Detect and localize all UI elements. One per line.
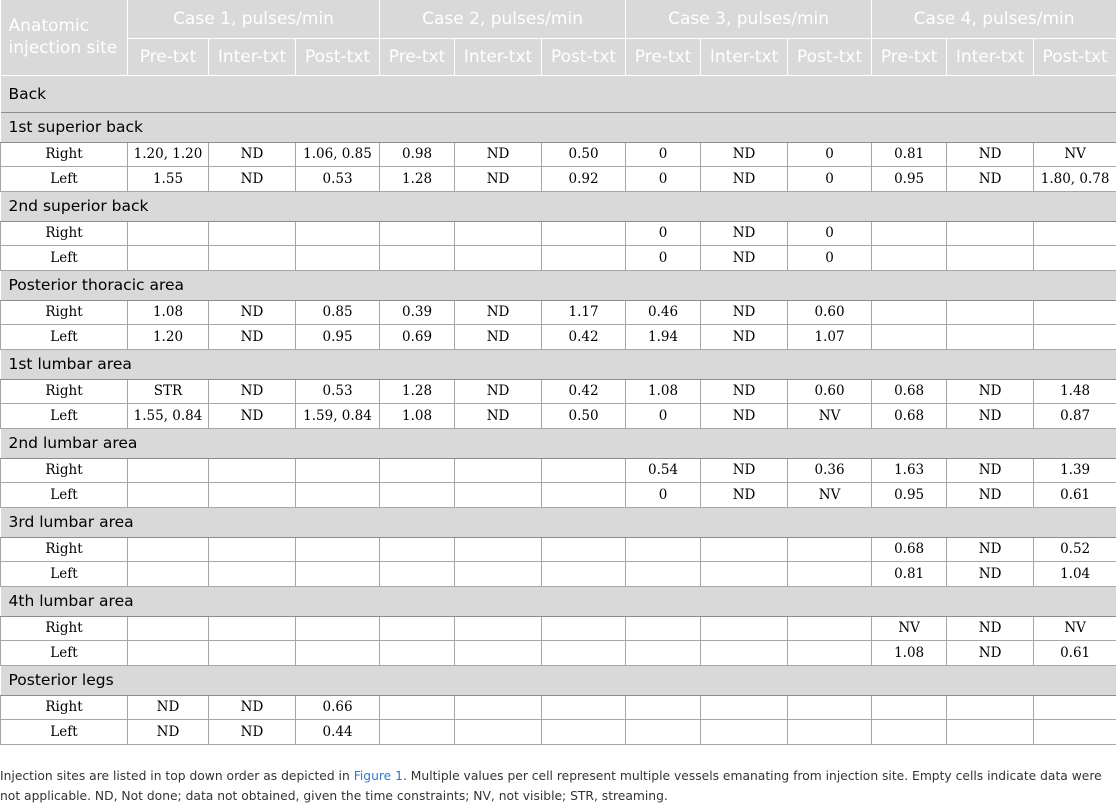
table-row bbox=[1, 167, 1116, 192]
value-cell bbox=[701, 616, 788, 641]
table-row bbox=[1, 562, 1116, 587]
value-cell bbox=[1034, 300, 1116, 325]
value-cell: ND bbox=[455, 379, 542, 404]
value-cell bbox=[455, 720, 542, 745]
value-cell bbox=[701, 695, 788, 720]
case-1-header: Case 1, pulses/min bbox=[128, 0, 380, 38]
value-cell: 0.61 bbox=[1034, 483, 1116, 508]
subheader-cell: Pre-txt bbox=[380, 38, 455, 75]
value-cell: 1.04 bbox=[1034, 562, 1116, 587]
value-cell: 1.55, 0.84 bbox=[128, 404, 209, 429]
value-cell: ND bbox=[455, 404, 542, 429]
value-cell: NV bbox=[788, 483, 872, 508]
side-label: Right bbox=[1, 695, 128, 720]
side-label: Left bbox=[1, 167, 128, 192]
value-cell: ND bbox=[701, 300, 788, 325]
value-cell bbox=[701, 641, 788, 666]
value-cell: 0.98 bbox=[380, 142, 455, 167]
value-cell bbox=[947, 246, 1034, 271]
value-cell: 0 bbox=[626, 246, 701, 271]
value-cell bbox=[542, 720, 626, 745]
table-row bbox=[1, 325, 1116, 350]
value-cell: 0.60 bbox=[788, 300, 872, 325]
value-cell bbox=[380, 641, 455, 666]
value-cell: 0.36 bbox=[788, 458, 872, 483]
value-cell: 1.94 bbox=[626, 325, 701, 350]
value-cell: 0.95 bbox=[872, 483, 947, 508]
value-cell bbox=[209, 458, 296, 483]
value-cell: 0.53 bbox=[296, 379, 380, 404]
value-cell bbox=[788, 720, 872, 745]
value-cell bbox=[872, 221, 947, 246]
footnote-text-end: . Multiple values per cell represent multiple vessels emanating from injection site. Empty cells indicate data were not applicable. ND, Not done; data not obtained, given the time constraints; NV, not visible; STR, streaming. bbox=[0, 769, 1102, 803]
side-label: Left bbox=[1, 483, 128, 508]
subheader-cell: Inter-txt bbox=[455, 38, 542, 75]
value-cell bbox=[626, 641, 701, 666]
section-label: 1st lumbar area bbox=[1, 349, 1116, 379]
value-cell: 0.68 bbox=[872, 537, 947, 562]
section-label: 2nd superior back bbox=[1, 191, 1116, 221]
section-label: 3rd lumbar area bbox=[1, 507, 1116, 537]
value-cell: ND bbox=[947, 562, 1034, 587]
value-cell: 0 bbox=[626, 142, 701, 167]
value-cell bbox=[701, 537, 788, 562]
table-body bbox=[1, 75, 1116, 744]
value-cell bbox=[455, 695, 542, 720]
value-cell bbox=[542, 221, 626, 246]
value-cell bbox=[701, 720, 788, 745]
value-cell: ND bbox=[455, 142, 542, 167]
table-row bbox=[1, 720, 1116, 745]
side-label: Left bbox=[1, 404, 128, 429]
value-cell: 1.39 bbox=[1034, 458, 1116, 483]
value-cell bbox=[380, 720, 455, 745]
value-cell: 0.46 bbox=[626, 300, 701, 325]
value-cell bbox=[296, 221, 380, 246]
value-cell bbox=[296, 458, 380, 483]
table-row bbox=[1, 537, 1116, 562]
subheader-cell: Post-txt bbox=[296, 38, 380, 75]
value-cell: 0.44 bbox=[296, 720, 380, 745]
value-cell bbox=[626, 562, 701, 587]
value-cell bbox=[626, 695, 701, 720]
subheader-row bbox=[1, 38, 1116, 75]
value-cell bbox=[296, 537, 380, 562]
value-cell: 0.52 bbox=[1034, 537, 1116, 562]
value-cell: 0 bbox=[626, 483, 701, 508]
value-cell bbox=[788, 562, 872, 587]
subheader-cell: Pre-txt bbox=[872, 38, 947, 75]
value-cell bbox=[296, 483, 380, 508]
value-cell bbox=[128, 562, 209, 587]
value-cell bbox=[542, 616, 626, 641]
group-row bbox=[1, 75, 1116, 112]
value-cell: 0.61 bbox=[1034, 641, 1116, 666]
value-cell bbox=[872, 695, 947, 720]
value-cell: ND bbox=[701, 167, 788, 192]
section-row bbox=[1, 270, 1116, 300]
value-cell: 0.60 bbox=[788, 379, 872, 404]
side-label: Left bbox=[1, 641, 128, 666]
value-cell: NV bbox=[1034, 616, 1116, 641]
value-cell bbox=[455, 641, 542, 666]
subheader-cell: Inter-txt bbox=[209, 38, 296, 75]
value-cell: 0 bbox=[788, 221, 872, 246]
side-label: Left bbox=[1, 562, 128, 587]
case-2-header: Case 2, pulses/min bbox=[380, 0, 626, 38]
value-cell bbox=[701, 562, 788, 587]
value-cell bbox=[296, 246, 380, 271]
table-row bbox=[1, 641, 1116, 666]
value-cell bbox=[455, 483, 542, 508]
value-cell bbox=[209, 616, 296, 641]
value-cell: NV bbox=[788, 404, 872, 429]
value-cell: ND bbox=[947, 142, 1034, 167]
value-cell bbox=[947, 325, 1034, 350]
value-cell: STR bbox=[128, 379, 209, 404]
table-row bbox=[1, 458, 1116, 483]
value-cell: 1.48 bbox=[1034, 379, 1116, 404]
value-cell: ND bbox=[209, 695, 296, 720]
value-cell bbox=[1034, 246, 1116, 271]
value-cell: 0.50 bbox=[542, 142, 626, 167]
value-cell bbox=[380, 537, 455, 562]
value-cell bbox=[380, 483, 455, 508]
section-label: 2nd lumbar area bbox=[1, 428, 1116, 458]
figure-link[interactable]: Figure 1 bbox=[353, 769, 403, 783]
value-cell bbox=[1034, 221, 1116, 246]
table-row bbox=[1, 695, 1116, 720]
value-cell bbox=[626, 720, 701, 745]
section-row bbox=[1, 349, 1116, 379]
value-cell: 0 bbox=[626, 221, 701, 246]
value-cell bbox=[542, 537, 626, 562]
table-footnote bbox=[0, 766, 1110, 806]
value-cell bbox=[380, 458, 455, 483]
value-cell: ND bbox=[947, 167, 1034, 192]
value-cell: ND bbox=[947, 404, 1034, 429]
section-row bbox=[1, 191, 1116, 221]
value-cell: 0.42 bbox=[542, 325, 626, 350]
value-cell bbox=[947, 300, 1034, 325]
section-row bbox=[1, 586, 1116, 616]
section-row bbox=[1, 112, 1116, 142]
value-cell: 0.95 bbox=[296, 325, 380, 350]
value-cell bbox=[947, 221, 1034, 246]
value-cell bbox=[209, 537, 296, 562]
value-cell: 1.08 bbox=[872, 641, 947, 666]
value-cell bbox=[296, 641, 380, 666]
value-cell: ND bbox=[701, 404, 788, 429]
value-cell: 1.08 bbox=[380, 404, 455, 429]
value-cell bbox=[542, 695, 626, 720]
value-cell bbox=[788, 537, 872, 562]
value-cell bbox=[788, 616, 872, 641]
value-cell bbox=[542, 246, 626, 271]
table-row bbox=[1, 379, 1116, 404]
value-cell: 0.66 bbox=[296, 695, 380, 720]
value-cell: 1.80, 0.78 bbox=[1034, 167, 1116, 192]
value-cell: 1.63 bbox=[872, 458, 947, 483]
side-label: Right bbox=[1, 616, 128, 641]
value-cell: 0.92 bbox=[542, 167, 626, 192]
value-cell bbox=[1034, 325, 1116, 350]
value-cell bbox=[380, 221, 455, 246]
value-cell: 0 bbox=[626, 167, 701, 192]
value-cell: 0.85 bbox=[296, 300, 380, 325]
value-cell: 1.55 bbox=[128, 167, 209, 192]
subheader-cell: Inter-txt bbox=[701, 38, 788, 75]
case-3-header: Case 3, pulses/min bbox=[626, 0, 872, 38]
value-cell: ND bbox=[455, 325, 542, 350]
value-cell: ND bbox=[209, 379, 296, 404]
value-cell: ND bbox=[701, 325, 788, 350]
value-cell bbox=[947, 695, 1034, 720]
footnote-text-start: Injection sites are listed in top down order as depicted in bbox=[0, 769, 354, 783]
table-row bbox=[1, 246, 1116, 271]
value-cell: 0.53 bbox=[296, 167, 380, 192]
value-cell: 0 bbox=[788, 246, 872, 271]
value-cell: ND bbox=[209, 142, 296, 167]
value-cell: 1.20, 1.20 bbox=[128, 142, 209, 167]
value-cell: ND bbox=[209, 325, 296, 350]
value-cell: ND bbox=[701, 142, 788, 167]
value-cell: 1.08 bbox=[128, 300, 209, 325]
value-cell bbox=[1034, 695, 1116, 720]
value-cell bbox=[788, 641, 872, 666]
value-cell bbox=[296, 562, 380, 587]
side-label: Right bbox=[1, 458, 128, 483]
value-cell bbox=[455, 562, 542, 587]
site-column-header: Anatomic injection site bbox=[1, 0, 128, 75]
subheader-cell: Pre-txt bbox=[128, 38, 209, 75]
value-cell: 1.06, 0.85 bbox=[296, 142, 380, 167]
value-cell bbox=[128, 246, 209, 271]
value-cell: 0.81 bbox=[872, 562, 947, 587]
value-cell bbox=[128, 221, 209, 246]
table-row bbox=[1, 483, 1116, 508]
value-cell: ND bbox=[455, 167, 542, 192]
value-cell bbox=[128, 537, 209, 562]
value-cell bbox=[380, 616, 455, 641]
side-label: Left bbox=[1, 246, 128, 271]
value-cell: ND bbox=[947, 483, 1034, 508]
value-cell bbox=[296, 616, 380, 641]
value-cell: 0.39 bbox=[380, 300, 455, 325]
value-cell: ND bbox=[209, 404, 296, 429]
value-cell bbox=[455, 616, 542, 641]
value-cell: 0.69 bbox=[380, 325, 455, 350]
side-label: Right bbox=[1, 537, 128, 562]
value-cell bbox=[542, 483, 626, 508]
value-cell bbox=[455, 537, 542, 562]
value-cell bbox=[128, 641, 209, 666]
value-cell bbox=[380, 695, 455, 720]
value-cell bbox=[455, 458, 542, 483]
value-cell: 0.50 bbox=[542, 404, 626, 429]
value-cell: 0 bbox=[788, 167, 872, 192]
table-header bbox=[1, 0, 1116, 75]
section-label: 4th lumbar area bbox=[1, 586, 1116, 616]
value-cell: 0 bbox=[626, 404, 701, 429]
value-cell bbox=[209, 641, 296, 666]
subheader-cell: Post-txt bbox=[542, 38, 626, 75]
value-cell bbox=[128, 458, 209, 483]
side-label: Right bbox=[1, 221, 128, 246]
value-cell: 0.81 bbox=[872, 142, 947, 167]
value-cell bbox=[380, 562, 455, 587]
value-cell bbox=[542, 562, 626, 587]
value-cell: 1.59, 0.84 bbox=[296, 404, 380, 429]
value-cell bbox=[209, 483, 296, 508]
value-cell: ND bbox=[455, 300, 542, 325]
value-cell: ND bbox=[947, 458, 1034, 483]
side-label: Right bbox=[1, 379, 128, 404]
value-cell bbox=[209, 562, 296, 587]
value-cell: 0.42 bbox=[542, 379, 626, 404]
value-cell: ND bbox=[209, 167, 296, 192]
table-row bbox=[1, 404, 1116, 429]
case-4-header: Case 4, pulses/min bbox=[872, 0, 1116, 38]
value-cell: 1.20 bbox=[128, 325, 209, 350]
side-label: Right bbox=[1, 142, 128, 167]
value-cell bbox=[542, 458, 626, 483]
value-cell bbox=[872, 325, 947, 350]
side-label: Right bbox=[1, 300, 128, 325]
subheader-cell: Post-txt bbox=[1034, 38, 1116, 75]
value-cell bbox=[626, 616, 701, 641]
side-label: Left bbox=[1, 720, 128, 745]
value-cell: ND bbox=[701, 483, 788, 508]
table-row bbox=[1, 616, 1116, 641]
value-cell bbox=[128, 616, 209, 641]
value-cell bbox=[209, 221, 296, 246]
table-row bbox=[1, 300, 1116, 325]
section-label: Posterior thoracic area bbox=[1, 270, 1116, 300]
value-cell: 0.87 bbox=[1034, 404, 1116, 429]
value-cell bbox=[626, 537, 701, 562]
value-cell: 0.68 bbox=[872, 379, 947, 404]
value-cell: ND bbox=[947, 616, 1034, 641]
side-label: Left bbox=[1, 325, 128, 350]
value-cell: ND bbox=[128, 695, 209, 720]
value-cell: ND bbox=[947, 537, 1034, 562]
group-label: Back bbox=[1, 75, 1116, 112]
value-cell: ND bbox=[209, 300, 296, 325]
value-cell bbox=[872, 300, 947, 325]
value-cell: 0.54 bbox=[626, 458, 701, 483]
value-cell: ND bbox=[947, 379, 1034, 404]
value-cell bbox=[209, 246, 296, 271]
subheader-cell: Post-txt bbox=[788, 38, 872, 75]
section-row bbox=[1, 428, 1116, 458]
value-cell: ND bbox=[128, 720, 209, 745]
value-cell bbox=[455, 221, 542, 246]
value-cell bbox=[872, 246, 947, 271]
section-row bbox=[1, 507, 1116, 537]
value-cell bbox=[1034, 720, 1116, 745]
value-cell: 1.17 bbox=[542, 300, 626, 325]
section-label: 1st superior back bbox=[1, 112, 1116, 142]
value-cell bbox=[542, 641, 626, 666]
value-cell: 0.95 bbox=[872, 167, 947, 192]
value-cell bbox=[947, 720, 1034, 745]
value-cell bbox=[380, 246, 455, 271]
section-label: Posterior legs bbox=[1, 665, 1116, 695]
value-cell: ND bbox=[701, 221, 788, 246]
value-cell: 1.08 bbox=[626, 379, 701, 404]
value-cell: ND bbox=[947, 641, 1034, 666]
subheader-cell: Inter-txt bbox=[947, 38, 1034, 75]
value-cell: ND bbox=[701, 246, 788, 271]
value-cell: 1.28 bbox=[380, 379, 455, 404]
table-row bbox=[1, 142, 1116, 167]
value-cell: 0.68 bbox=[872, 404, 947, 429]
table-row bbox=[1, 221, 1116, 246]
value-cell: NV bbox=[872, 616, 947, 641]
section-row bbox=[1, 665, 1116, 695]
value-cell bbox=[128, 483, 209, 508]
value-cell bbox=[788, 695, 872, 720]
value-cell bbox=[872, 720, 947, 745]
value-cell: ND bbox=[701, 379, 788, 404]
value-cell: 1.07 bbox=[788, 325, 872, 350]
subheader-cell: Pre-txt bbox=[626, 38, 701, 75]
value-cell: ND bbox=[701, 458, 788, 483]
value-cell: 1.28 bbox=[380, 167, 455, 192]
value-cell bbox=[455, 246, 542, 271]
value-cell: NV bbox=[1034, 142, 1116, 167]
value-cell: 0 bbox=[788, 142, 872, 167]
value-cell: ND bbox=[209, 720, 296, 745]
